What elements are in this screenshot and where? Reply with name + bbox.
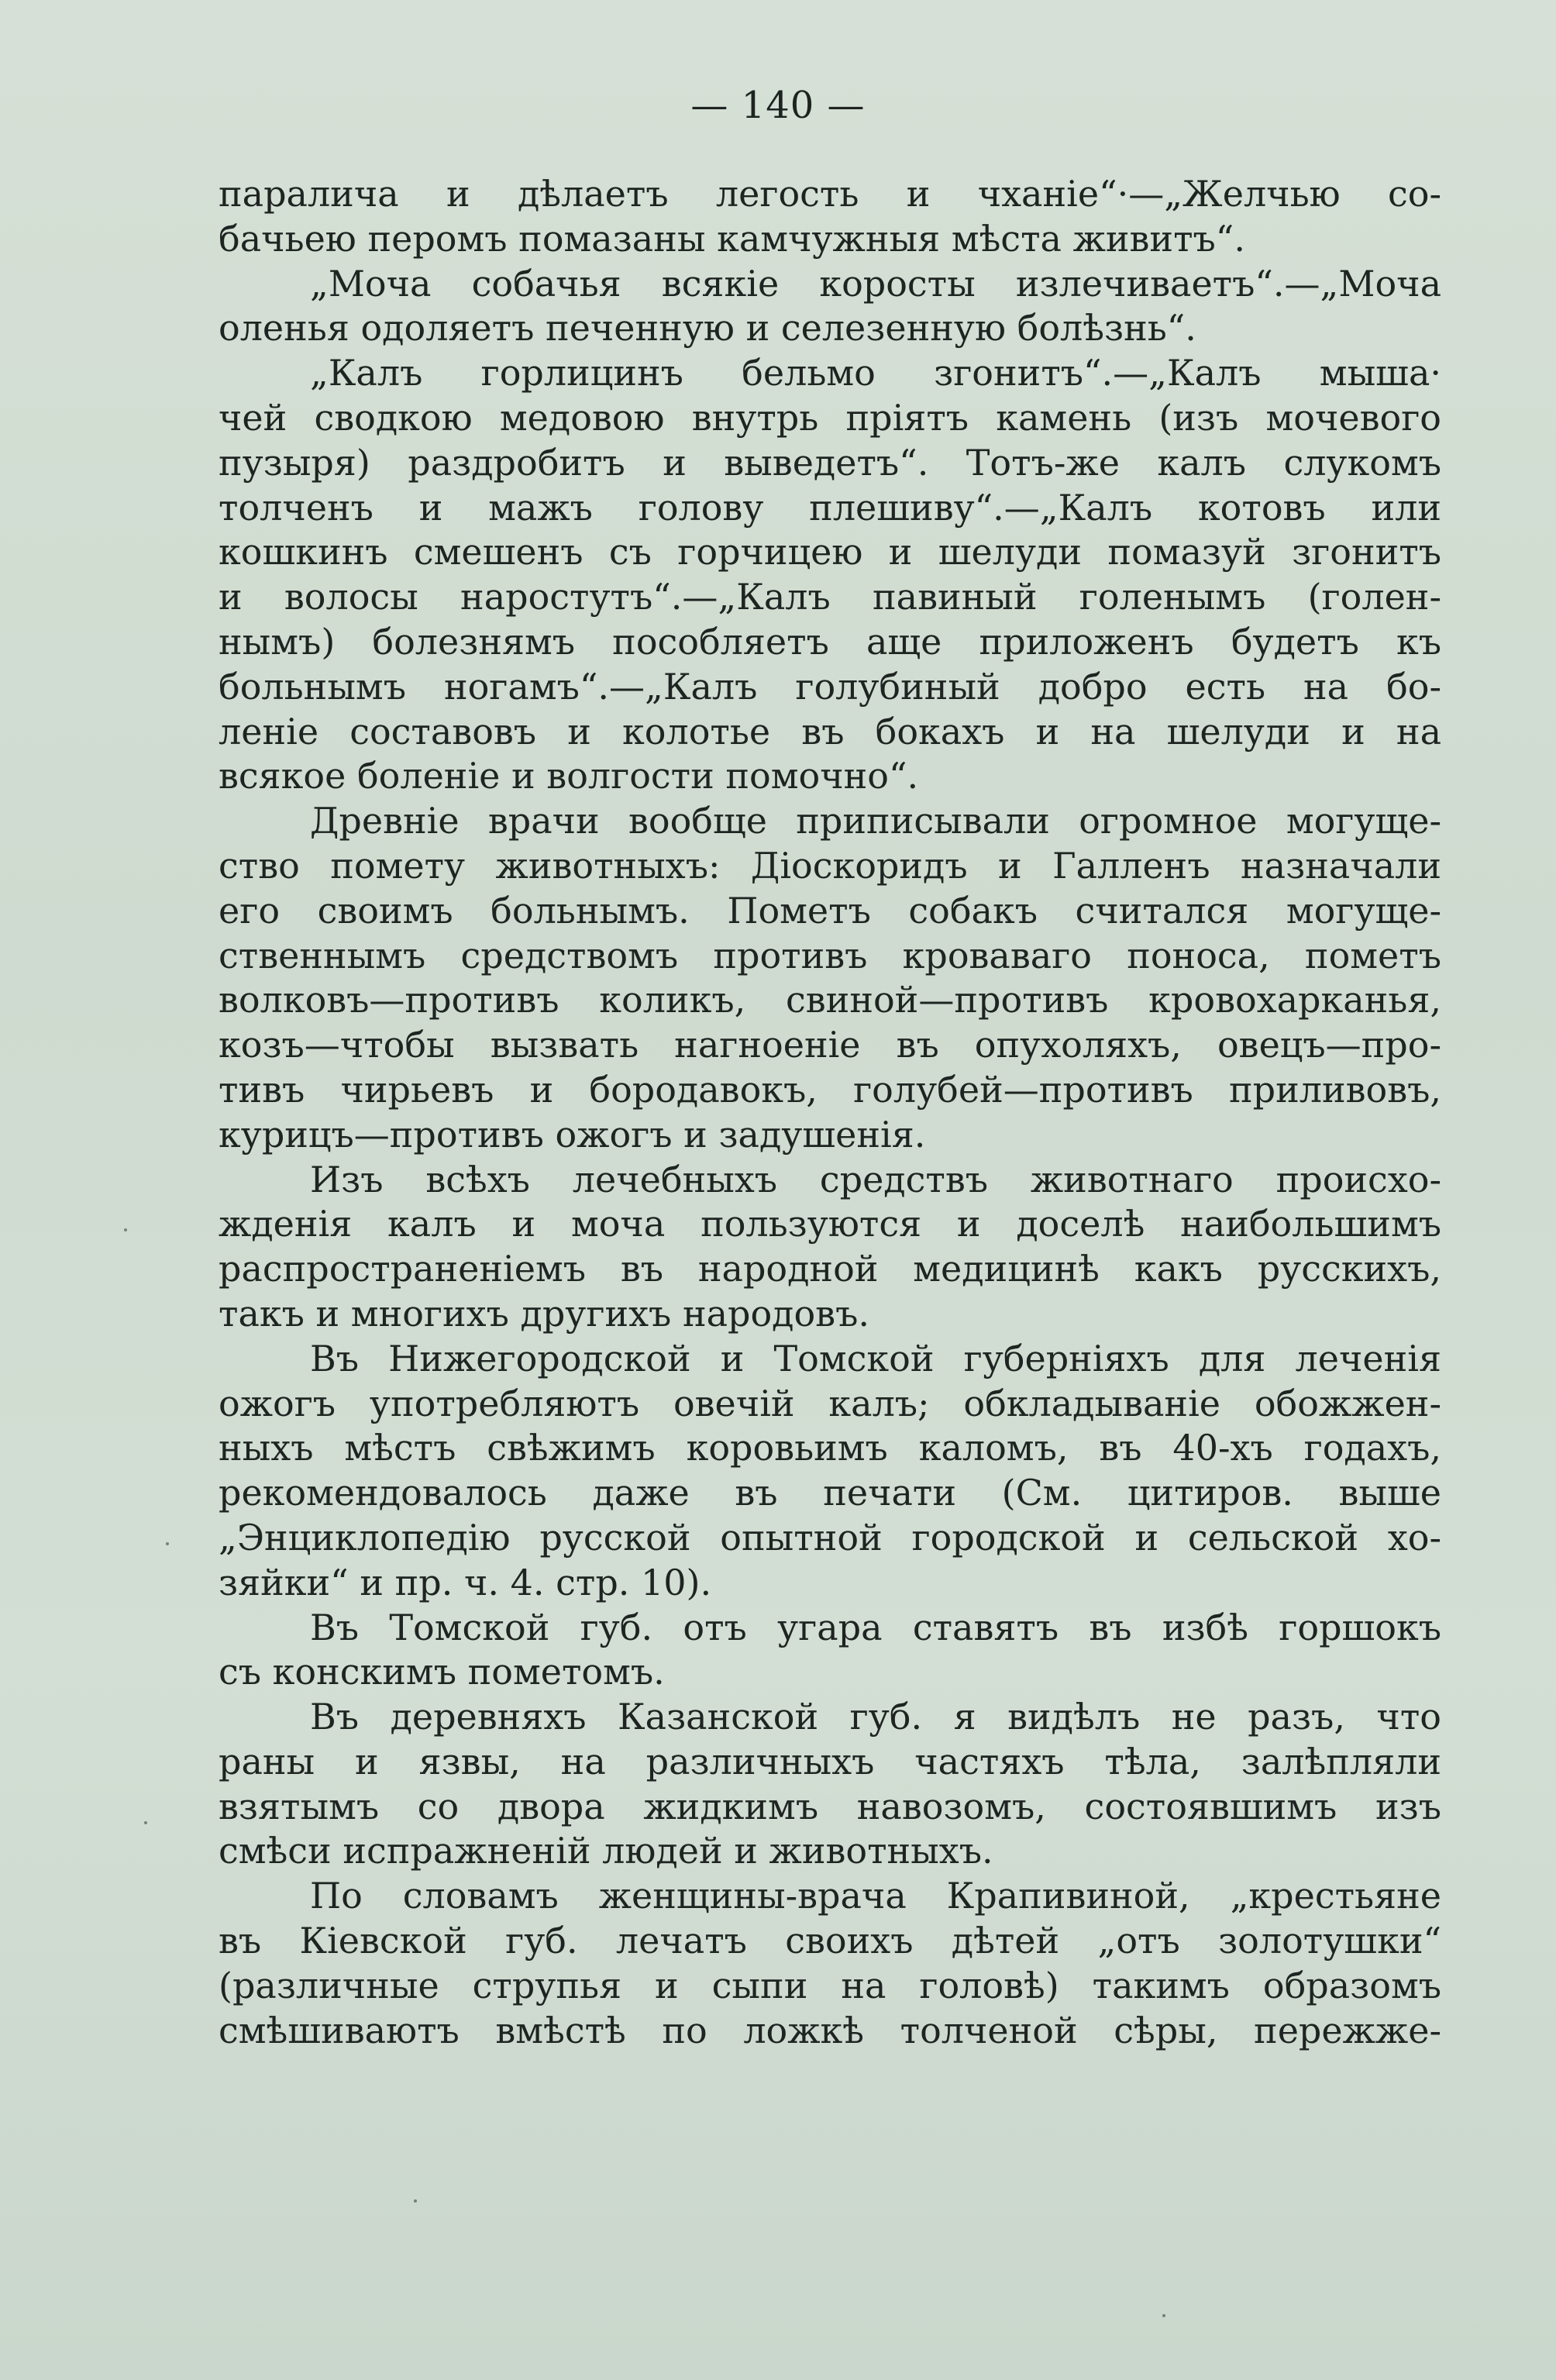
paper-speck [414,2199,417,2203]
page-number: — 140 — [690,84,866,127]
text-line: По словамъ женщины-врача Крапивиной, „крестьяне [310,1875,1441,1917]
paper-speck [144,1821,147,1824]
text-line: рекомендовалось даже въ печати (См. цитиров. выше [219,1472,1441,1514]
text-line: чей сводкою медовою внутрь пріятъ камень (изъ мочевого [219,396,1441,439]
text-line: „Калъ горлицинъ бельмо згонитъ“.—„Калъ мыша· [310,352,1441,394]
body-text [219,172,1441,2053]
text-line: въ Кіевской губ. лечатъ своихъ дѣтей „отъ золотушки“ [219,1920,1441,1962]
paper-speck [166,1542,169,1545]
text-line: козъ—чтобы вызвать нагноеніе въ опухоляхъ, овецъ—про- [219,1024,1441,1066]
text-line: оленья одоляетъ печенную и селезенную болѣзнь“. [219,307,1196,350]
paper-speck [124,1228,127,1231]
text-line: смѣси испражненій людей и животныхъ. [219,1830,993,1872]
text-line: Въ Нижегородской и Томской губерніяхъ для леченія [310,1337,1441,1379]
text-line: тивъ чирьевъ и бородавокъ, голубей—противъ приливовъ, [219,1068,1441,1111]
text-line: жденія калъ и моча пользуются и доселѣ наибольшимъ [219,1203,1441,1245]
text-line: Древніе врачи вообще приписывали огромное могуще- [310,800,1441,842]
text-line: съ конскимъ пометомъ. [219,1651,665,1693]
text-line: Въ Томской губ. отъ угара ставятъ въ избѣ горшокъ [310,1606,1441,1648]
text-line: ственнымъ средствомъ противъ кроваваго поноса, пометъ [219,934,1441,976]
paper-speck [1162,2314,1165,2317]
text-line: „Моча собачья всякіе коросты излечиваетъ“.—„Моча [310,262,1441,305]
text-line: леніе составовъ и колотье въ бокахъ и на шелуди и на [219,710,1441,753]
text-line: взятымъ со двора жидкимъ навозомъ, состоявшимъ изъ [219,1785,1441,1827]
text-line: Въ деревняхъ Казанской губ. я видѣлъ не разъ, что [310,1696,1441,1738]
text-line: зяйки“ и пр. ч. 4. стр. 10). [219,1561,712,1603]
text-line: ожогъ употребляютъ овечій калъ; обкладываніе обожжен- [219,1382,1441,1424]
text-line: нымъ) болезнямъ пособляетъ аще приложенъ будетъ къ [219,620,1441,663]
text-line: толченъ и мажъ голову плешиву“.—„Калъ котовъ или [219,486,1441,529]
text-line: (различные струпья и сыпи на головѣ) такимъ образомъ [219,1964,1441,2006]
text-line: его своимъ больнымъ. Пометъ собакъ считался могуще- [219,889,1441,932]
text-line: „Энциклопедію русской опытной городской и сельской хо- [219,1516,1441,1559]
text-line: пузыря) раздробитъ и выведетъ“. Тотъ-же калъ слукомъ [219,441,1441,484]
text-line: такъ и многихъ другихъ народовъ. [219,1292,869,1335]
text-line: ство помету животныхъ: Діоскоридъ и Галленъ назначали [219,844,1441,887]
text-line: и волосы наростутъ“.—„Калъ павиный голенымъ (голен- [219,576,1441,618]
text-line: кошкинъ смешенъ съ горчицею и шелуди помазуй згонитъ [219,531,1441,573]
text-line: больнымъ ногамъ“.—„Калъ голубиный добро есть на бо- [219,665,1441,708]
text-line: распространеніемъ въ народной медицинѣ какъ русскихъ, [219,1248,1441,1290]
text-line: смѣшиваютъ вмѣстѣ по ложкѣ толченой сѣры, пережже- [219,2009,1441,2051]
text-line: волковъ—противъ коликъ, свиной—противъ кровохарканья, [219,979,1441,1021]
text-line: всякое боленіе и волгости помочно“. [219,755,919,797]
text-line: курицъ—противъ ожогъ и задушенія. [219,1113,926,1156]
text-line: бачьею перомъ помазаны камчужныя мѣста живитъ“. [219,217,1245,260]
text-line: ныхъ мѣстъ свѣжимъ коровьимъ каломъ, въ 40-хъ годахъ, [219,1427,1441,1469]
text-line: паралича и дѣлаетъ легость и чханіе“·—„Желчью со- [219,173,1441,215]
text-line: Изъ всѣхъ лечебныхъ средствъ животнаго происхо- [310,1158,1441,1200]
text-line: раны и язвы, на различныхъ частяхъ тѣла, залѣпляли [219,1740,1441,1782]
